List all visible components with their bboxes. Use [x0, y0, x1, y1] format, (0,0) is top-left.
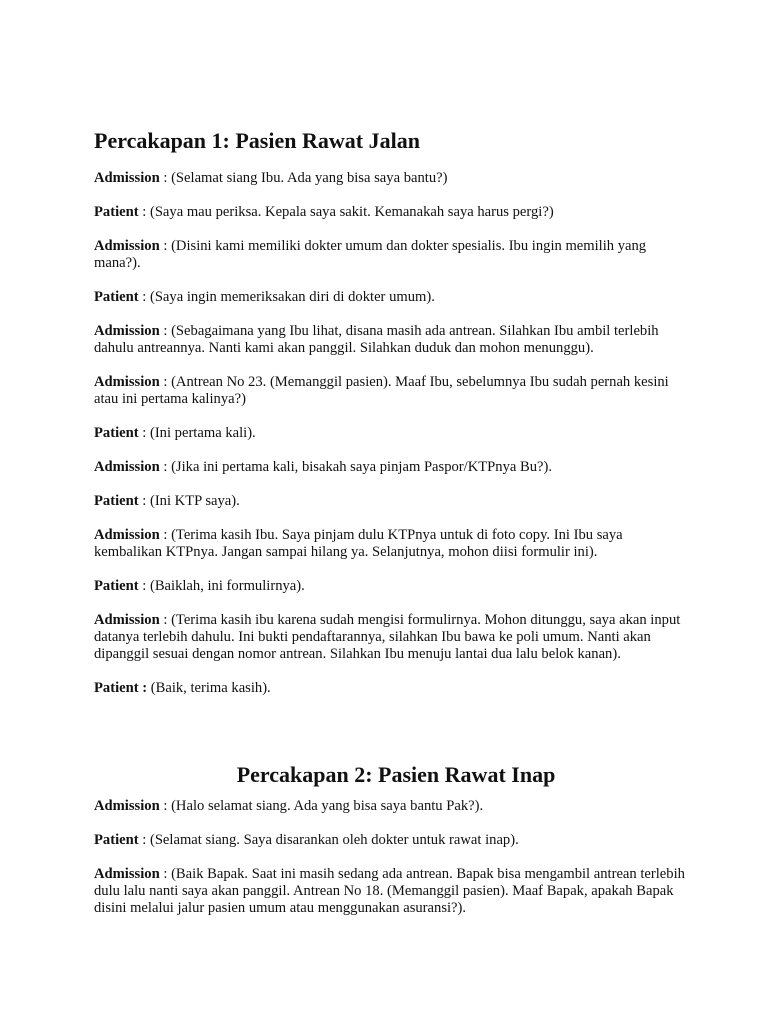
speaker-label: Patient: [94, 578, 139, 594]
dialogue-line: [94, 425, 686, 442]
speaker-label: Admission: [94, 459, 160, 475]
dialogue-text: (Selamat siang Ibu. Ada yang bisa saya bantu?): [171, 170, 448, 186]
speaker-label: Patient: [94, 832, 139, 848]
dialogue-text: (Sebagaimana yang Ibu lihat, disana masih ada antrean. Silahkan Ibu ambil terlebih dahulu antreannya. Nanti kami akan panggil. Silahkan duduk dan mohon menunggu).: [94, 323, 659, 356]
speaker-label: Admission: [94, 323, 160, 339]
separator: :: [138, 832, 150, 848]
dialogue-text: (Antrean No 23. (Memanggil pasien). Maaf Ibu, sebelumnya Ibu sudah pernah kesini atau ini pertama kalinya?): [94, 374, 669, 407]
speaker-label: Admission: [94, 866, 160, 882]
dialogue-text: (Selamat siang. Saya disarankan oleh dokter untuk rawat inap).: [149, 832, 519, 848]
dialogue-line: [94, 578, 686, 595]
dialogue-line: [94, 238, 686, 272]
separator: :: [159, 459, 172, 475]
separator: :: [138, 493, 150, 509]
dialogue-text: (Ini KTP saya).: [149, 493, 240, 509]
dialogue-text: (Halo selamat siang. Ada yang bisa saya bantu Pak?).: [171, 798, 484, 814]
dialogue-text: (Saya ingin memeriksakan diri di dokter umum).: [149, 289, 435, 305]
speaker-label: Admission: [94, 527, 160, 543]
dialogue-line: [94, 323, 686, 357]
speaker-label: Admission: [94, 798, 160, 814]
separator: :: [159, 238, 172, 254]
dialogue-line: [94, 527, 686, 561]
separator: :: [138, 578, 150, 594]
speaker-label: Admission: [94, 238, 160, 254]
separator: :: [159, 527, 172, 543]
separator: :: [159, 374, 172, 390]
conversation-section-2: [94, 760, 686, 934]
dialogue-text: (Ini pertama kali).: [149, 425, 256, 441]
dialogue-text: (Terima kasih Ibu. Saya pinjam dulu KTPnya untuk di foto copy. Ini Ibu saya kembalikan KTPnya. Jangan sampai hilang ya. Selanjutnya, mohon diisi formulir ini).: [94, 527, 623, 560]
dialogue-line: [94, 798, 686, 815]
dialogue-text: (Baiklah, ini formulirnya).: [149, 578, 305, 594]
dialogue-text: (Baik, terima kasih).: [150, 680, 271, 696]
speaker-label: Patient: [94, 204, 139, 220]
separator: :: [138, 289, 150, 305]
speaker-label: Patient: [94, 289, 139, 305]
dialogue-line: [94, 289, 686, 306]
speaker-label: Patient :: [94, 680, 148, 696]
separator: :: [159, 866, 172, 882]
conversation-section-1: [94, 126, 686, 714]
speaker-label: Admission: [94, 170, 160, 186]
dialogue-line: [94, 612, 686, 663]
dialogue-line: [94, 832, 686, 849]
dialogue-text: (Saya mau periksa. Kepala saya sakit. Kemanakah saya harus pergi?): [149, 204, 554, 220]
separator: :: [159, 170, 172, 186]
speaker-label: Patient: [94, 493, 139, 509]
dialogue-text: (Terima kasih ibu karena sudah mengisi formulirnya. Mohon ditunggu, saya akan input datanya terlebih dahulu. Ini bukti pendaftarannya, silahkan Ibu bawa ke poli umum. Nanti akan dipanggil sesuai dengan nomor antrean. Silahkan Ibu menuju lantai dua lalu belok kanan).: [94, 612, 681, 662]
speaker-label: Patient: [94, 425, 139, 441]
dialogue-line: [94, 866, 686, 917]
separator: :: [138, 425, 150, 441]
speaker-label: Admission: [94, 374, 160, 390]
separator: :: [159, 323, 172, 339]
separator: :: [159, 612, 172, 628]
dialogue-line: [94, 374, 686, 408]
dialogue-line: [94, 493, 686, 510]
section-title: Percakapan 1: Pasien Rawat Jalan: [94, 128, 420, 153]
dialogue-line: [94, 680, 686, 697]
dialogue-text: (Baik Bapak. Saat ini masih sedang ada antrean. Bapak bisa mengambil antrean terlebih dulu lalu nanti saya akan panggil. Antrean No 18. (Memanggil pasien). Maaf Bapak, apakah Bapak disini melalui jalur pasien umum atau menggunakan asuransi?).: [94, 866, 685, 916]
speaker-label: Admission: [94, 612, 160, 628]
dialogue-line: [94, 459, 686, 476]
dialogue-text: (Jika ini pertama kali, bisakah saya pinjam Paspor/KTPnya Bu?).: [171, 459, 553, 475]
dialogue-line: [94, 204, 686, 221]
dialogue-line: [94, 170, 686, 187]
dialogue-text: (Disini kami memiliki dokter umum dan dokter spesialis. Ibu ingin memilih yang mana?).: [94, 238, 647, 271]
separator: :: [159, 798, 172, 814]
separator: :: [138, 204, 150, 220]
section-title: Percakapan 2: Pasien Rawat Inap: [236, 762, 556, 787]
